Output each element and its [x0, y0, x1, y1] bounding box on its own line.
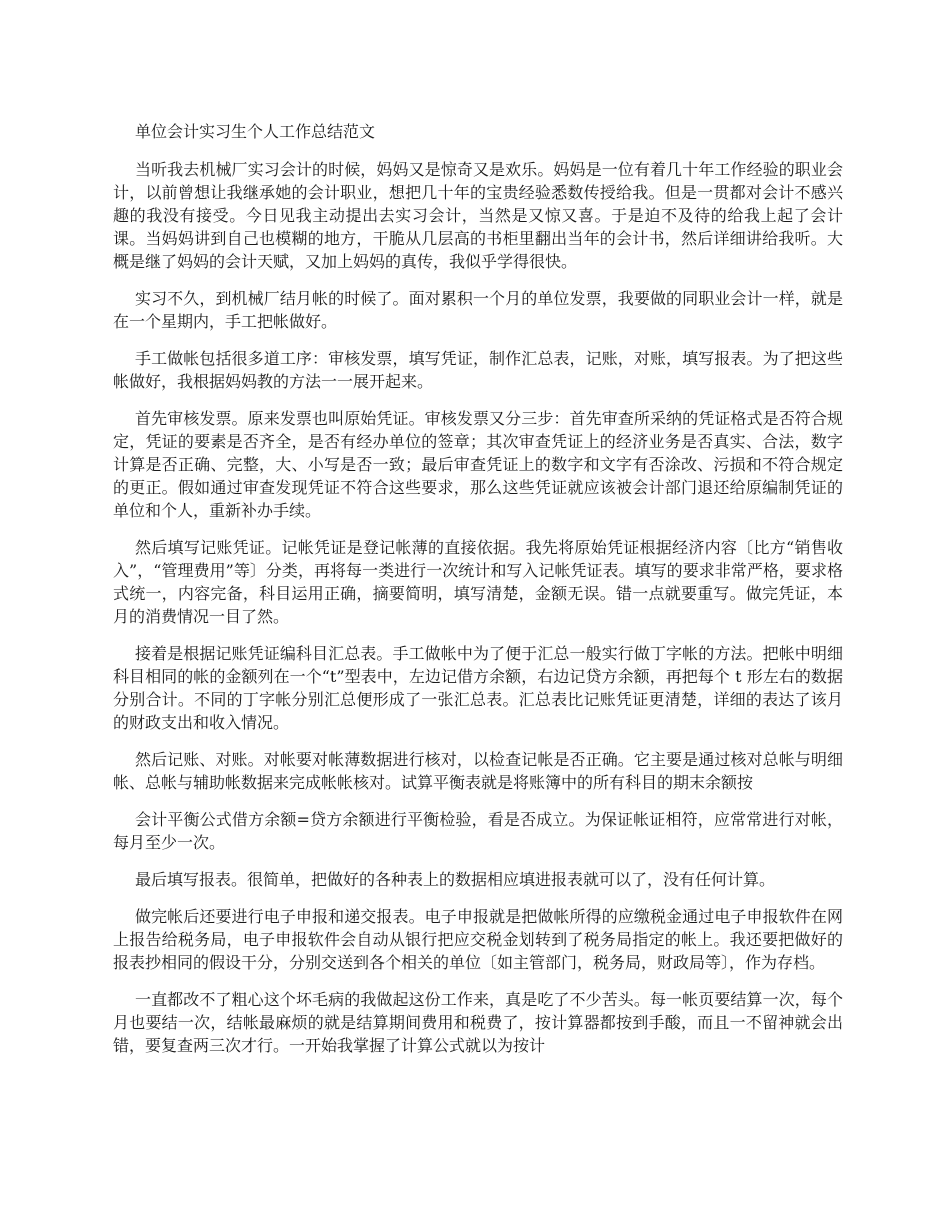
- paragraph-4: 首先审核发票。原来发票也叫原始凭证。审核发票又分三步：首先审查所采纳的凭证格式是否符合规定，凭证的要素是否齐全，是否有经办单位的签章；其次审查凭证上的经济业务是否真实、合法，数字计算是否正确、完整，大、小写是否一致；最后审查凭证上的数字和文字有否涂改、污损和不符合规定的更正。假如通过审查发现凭证不符合这些要求，那么这些凭证就应该被会计部门退还给原编制凭证的单位和个人，重新补办手续。: [113, 409, 843, 520]
- document-title: 单位会计实习生个人工作总结范文: [135, 122, 376, 141]
- paragraph-1: 当听我去机械厂实习会计的时候，妈妈又是惊奇又是欢乐。妈妈是一位有着几十年工作经验的职业会计，以前曾想让我继承她的会计职业，想把几十年的宝贵经验悉数传授给我。但是一贯都对会计不感兴趣的我没有接受。今日见我主动提出去实习会计，当然是又惊又喜。于是迫不及待的给我上起了会计课。当妈妈讲到自己也模糊的地方，干脆从几层高的书柜里翻出当年的会计书，然后详细讲给我听。大概是继了妈妈的会计天赋，又加上妈妈的真传，我似乎学得很快。: [113, 160, 843, 271]
- paragraph-3: 手工做帐包括很多道工序：审核发票，填写凭证，制作汇总表，记账，对账，填写报表。为了把这些帐做好，我根据妈妈教的方法一一展开起来。: [113, 349, 843, 391]
- paragraph-7: 然后记账、对账。对帐要对帐薄数据进行核对，以检查记帐是否正确。它主要是通过核对总帐与明细帐、总帐与辅助帐数据来完成帐帐核对。试算平衡表就是将账簿中的所有科目的期末余额按: [113, 750, 843, 792]
- paragraph-9: 最后填写报表。很简单，把做好的各种表上的数据相应填进报表就可以了，没有任何计算。: [135, 870, 776, 889]
- document-page: [113, 120, 843, 1071]
- paragraph-2: 实习不久，到机械厂结月帐的时候了。面对累积一个月的单位发票，我要做的同职业会计一样，就是在一个星期内，手工把帐做好。: [113, 289, 843, 331]
- paragraph-10: 做完帐后还要进行电子申报和递交报表。电子申报就是把做帐所得的应缴税金通过电子申报软件在网上报告给税务局，电子申报软件会自动从银行把应交税金划转到了税务局指定的帐上。我还要把做好的报表抄相同的假设干分，分别交送到各个相关的单位〔如主管部门，税务局，财政局等〕，作为存档。: [113, 907, 843, 972]
- paragraph-8: 会计平衡公式借方余额=贷方余额进行平衡检验，看是否成立。为保证帐证相符，应常常进行对帐，每月至少一次。: [113, 810, 843, 852]
- paragraph-5: 然后填写记账凭证。记帐凭证是登记帐薄的直接依据。我先将原始凭证根据经济内容〔比方“销售收入”，“管理费用”等〕分类，再将每一类进行一次统计和写入记帐凭证表。填写的要求非常严格，要求格式统一，内容完备，科目运用正确，摘要简明，填写清楚，金额无误。错一点就要重写。做完凭证，本月的消费情况一目了然。: [113, 538, 843, 626]
- paragraph-11: 一直都改不了粗心这个坏毛病的我做起这份工作来，真是吃了不少苦头。每一帐页要结算一次，每个月也要结一次，结帐最麻烦的就是结算期间费用和税费了，按计算器都按到手酸，而且一不留神就会出错，要复查两三次才行。一开始我掌握了计算公式就以为按计: [113, 990, 843, 1055]
- paragraph-6: 接着是根据记账凭证编科目汇总表。手工做帐中为了便于汇总一般实行做丁字帐的方法。把帐中明细科目相同的帐的金额列在一个“t”型表中，左边记借方余额，右边记贷方余额，再把每个 t 形左右的数据分别合计。不同的丁字帐分别汇总便形成了一张汇总表。汇总表比记账凭证更清楚，详细的表达了该月的财政支出和收入情况。: [113, 644, 843, 732]
